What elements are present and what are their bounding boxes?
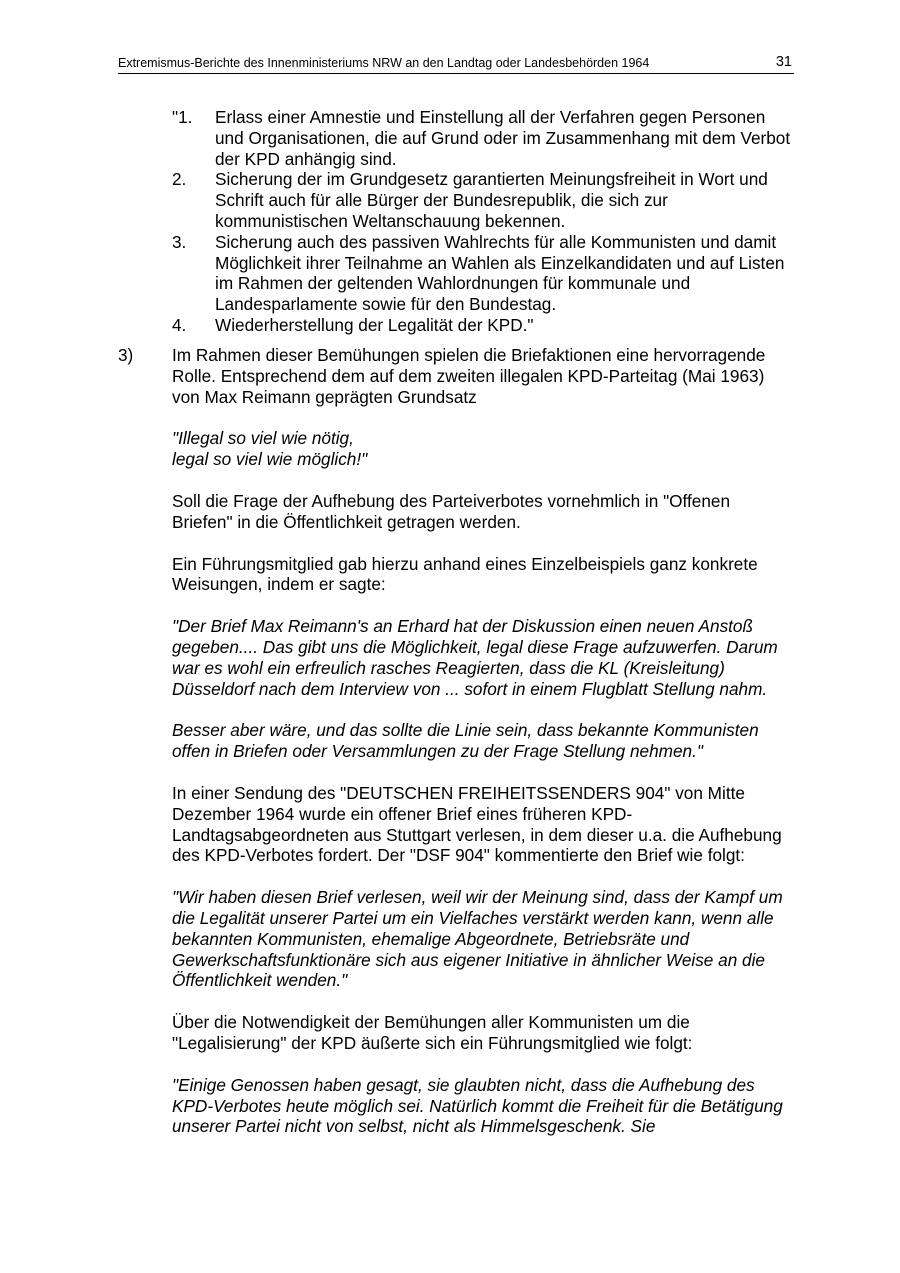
header-title: Extremismus-Berichte des Innenministeriums NRW an den Landtag oder Landesbehörden 1964 — [118, 56, 650, 70]
quote: Besser aber wäre, und das sollte die Linie sein, dass bekannte Kommunisten offen in Briefen oder Versammlungen zu der Frage Stellung nehmen." — [172, 720, 759, 762]
list-item — [172, 169, 792, 231]
quote-line: "Illegal so viel wie nötig, — [172, 428, 354, 449]
section-number: 3) — [118, 345, 134, 365]
quote: "Einige Genossen haben gesagt, sie glaubten nicht, dass die Aufhebung des KPD-Verbotes heute möglich sei. Natürlich kommt die Freiheit für die Betätigung unserer Partei nicht von selbst, nicht als Himmelsgeschenk. Sie — [172, 1074, 783, 1137]
list-item-number: 4. — [172, 314, 187, 335]
demands-list — [172, 107, 792, 336]
list-item-text: Sicherung auch des passiven Wahlrechts für alle Kommunisten und damit Möglichkeit ihrer Teilnahme an Wahlen als Einzelkandidaten und auf Listen im Rahmen der geltenden Wahlordnungen für kommunale und Landesparlamente sowie für den Bundestag. — [215, 231, 785, 315]
quote-line: legal so viel wie möglich!" — [172, 449, 368, 470]
quote-motto — [172, 428, 792, 470]
list-item-number: "1. — [172, 107, 193, 127]
quote: "Wir haben diesen Brief verlesen, weil wir der Meinung sind, dass der Kampf um die Legalität unserer Partei um ein Vielfaches verstärkt werden kann, wenn alle bekannten Kommunisten, ehemalige Abgeordnete, Betriebsräte und Gewerkschaftsfunktionäre sich aus eigener Initiative in ähnlicher Weise an die Öffentlichkeit wenden." — [172, 887, 783, 991]
list-item-text: Sicherung der im Grundgesetz garantierten Meinungsfreiheit in Wort und Schrift auch für alle Bürger der Bundesrepublik, die sich zur kommunistischen Weltanschauung bekennen. — [215, 169, 768, 231]
paragraph: In einer Sendung des "DEUTSCHEN FREIHEITSSENDERS 904" von Mitte Dezember 1964 wurde ein offener Brief eines früheren KPD-Landtagsabgeordneten aus Stuttgart verlesen, in dem dieser u.a. die Aufhebung des KPD-Verbotes fordert. Der "DSF 904" kommentierte den Brief wie folgt: — [172, 782, 782, 866]
list-item-text: Erlass einer Amnestie und Einstellung all der Verfahren gegen Personen und Organisationen, die auf Grund oder im Zusammenhang mit dem Verbot der KPD anhängig sind. — [215, 107, 791, 169]
page-header — [118, 53, 794, 74]
list-item — [172, 315, 792, 336]
section-body — [172, 345, 792, 1158]
paragraph: Im Rahmen dieser Bemühungen spielen die Briefaktionen eine hervorragende Rolle. Entsprechend dem auf dem zweiten illegalen KPD-Parteitag (Mai 1963) von Max Reimann geprägten Grundsatz — [172, 345, 766, 407]
list-item-text: Wiederherstellung der Legalität der KPD." — [215, 314, 534, 335]
list-item-number: 3. — [172, 231, 187, 252]
quote: "Der Brief Max Reimann's an Erhard hat der Diskussion einen neuen Anstoß gegeben.... Das gibt uns die Möglichkeit, legal diese Frage aufzuwerfen. Darum war es wohl ein erfreulich rasches Reagierten, dass die KL (Kreisleitung) Düsseldorf nach dem Interview von ... sofort in einem Flugblatt Stellung nahm. — [172, 616, 778, 699]
paragraph: Ein Führungsmitglied gab hierzu anhand eines Einzelbeispiels ganz konkrete Weisungen, indem er sagte: — [172, 553, 758, 595]
list-item — [172, 107, 792, 169]
paragraph: Soll die Frage der Aufhebung des Parteiverbotes vornehmlich in "Offenen Briefen" in die Öffentlichkeit getragen werden. — [172, 490, 731, 532]
list-item — [172, 232, 792, 315]
list-item-number: 2. — [172, 169, 187, 190]
paragraph: Über die Notwendigkeit der Bemühungen aller Kommunisten um die "Legalisierung" der KPD äußerte sich ein Führungsmitglied wie folgt: — [172, 1012, 693, 1053]
page-number: 31 — [775, 54, 792, 70]
